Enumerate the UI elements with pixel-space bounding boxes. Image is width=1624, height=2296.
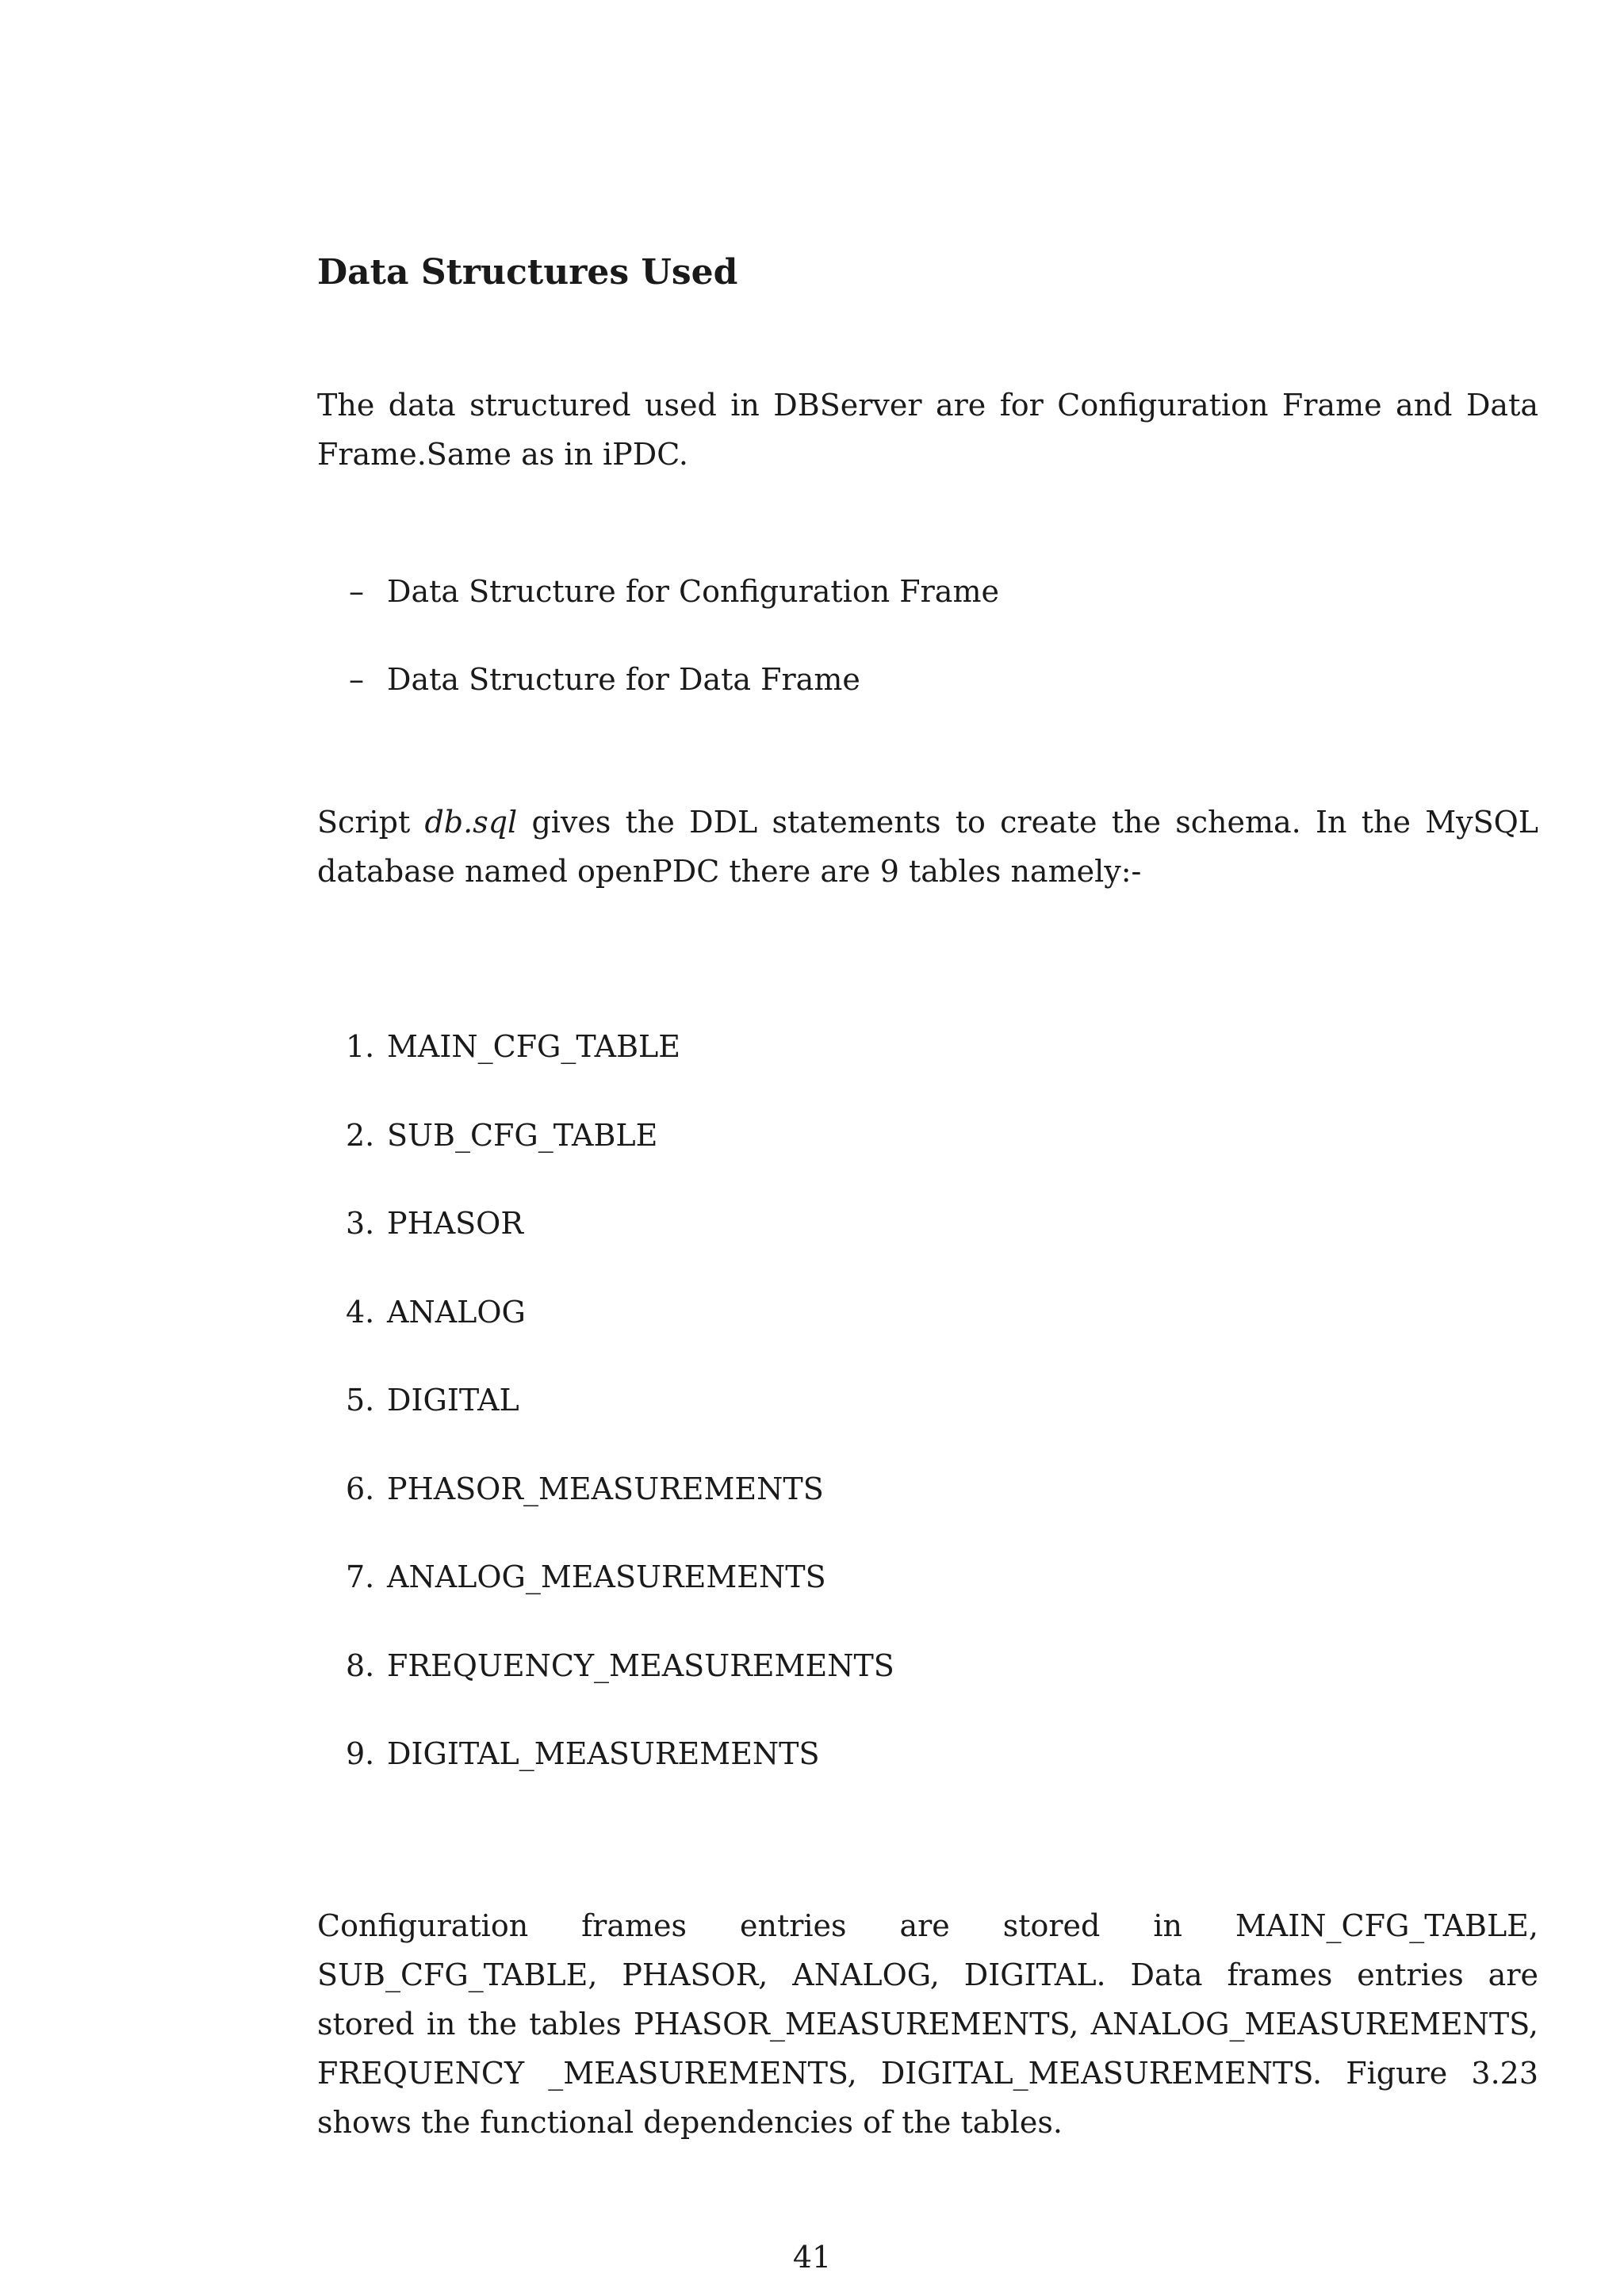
list-item bbox=[346, 1113, 894, 1202]
list-item bbox=[346, 1644, 894, 1732]
table-name: DIGITAL bbox=[387, 1383, 519, 1418]
list-number: 2. bbox=[346, 1117, 375, 1153]
intro-paragraph: The data structured used in DBServer are for Configuration Frame and Data Frame.Same as in iPDC. bbox=[317, 388, 1538, 472]
list-item bbox=[346, 1201, 894, 1290]
script-filename: db.sql bbox=[424, 805, 518, 840]
table-name: PHASOR_MEASUREMENTS bbox=[387, 1471, 824, 1506]
list-item bbox=[346, 1467, 894, 1556]
table-name: PHASOR bbox=[387, 1206, 523, 1241]
bullet-text: Data Structure for Data Frame bbox=[387, 662, 860, 697]
table-name: SUB_CFG_TABLE bbox=[387, 1117, 658, 1153]
script-paragraph bbox=[317, 798, 1538, 896]
list-number: 1. bbox=[346, 1029, 375, 1064]
list-number: 9. bbox=[346, 1736, 375, 1771]
list-item bbox=[346, 1555, 894, 1644]
closing-paragraph: Configuration frames entries are stored in MAIN_CFG_TABLE, SUB_CFG_TABLE, PHASOR, ANALOG, DIGITAL. Data frames entries are stored in the tables PHASOR_MEASUREMENTS, ANALOG_MEASUREMENTS, FREQUENCY _MEASUREMENTS, DIGITAL_MEASUREMENTS. Figure 3.23 shows the functional dependencies of the tables. bbox=[317, 1908, 1538, 2140]
bullet-item bbox=[349, 657, 999, 745]
list-number: 3. bbox=[346, 1206, 375, 1241]
page-number: 41 bbox=[792, 2240, 832, 2275]
section-heading: Data Structures Used bbox=[317, 252, 738, 293]
bullet-text: Data Structure for Configuration Frame bbox=[387, 574, 999, 609]
list-item bbox=[346, 1024, 894, 1113]
list-item bbox=[346, 1378, 894, 1467]
table-list bbox=[346, 1024, 894, 1820]
table-name: ANALOG bbox=[387, 1294, 526, 1330]
table-name: ANALOG_MEASUREMENTS bbox=[387, 1559, 826, 1594]
list-number: 7. bbox=[346, 1559, 375, 1594]
list-number: 5. bbox=[346, 1383, 375, 1418]
list-number: 4. bbox=[346, 1294, 375, 1330]
dash-marker: – bbox=[349, 574, 364, 609]
bullet-item bbox=[349, 569, 999, 657]
bullet-list bbox=[349, 569, 999, 745]
list-item bbox=[346, 1290, 894, 1379]
table-name: FREQUENCY_MEASUREMENTS bbox=[387, 1647, 894, 1683]
table-name: DIGITAL_MEASUREMENTS bbox=[387, 1736, 820, 1771]
table-name: MAIN_CFG_TABLE bbox=[387, 1029, 681, 1064]
dash-marker: – bbox=[349, 662, 364, 697]
list-number: 8. bbox=[346, 1647, 375, 1683]
list-item bbox=[346, 1732, 894, 1820]
script-suffix: gives the DDL statements to create the schema. In the MySQL database named openPDC there are 9 tables namely:- bbox=[317, 805, 1538, 889]
list-number: 6. bbox=[346, 1471, 375, 1506]
script-prefix: Script bbox=[317, 805, 425, 840]
